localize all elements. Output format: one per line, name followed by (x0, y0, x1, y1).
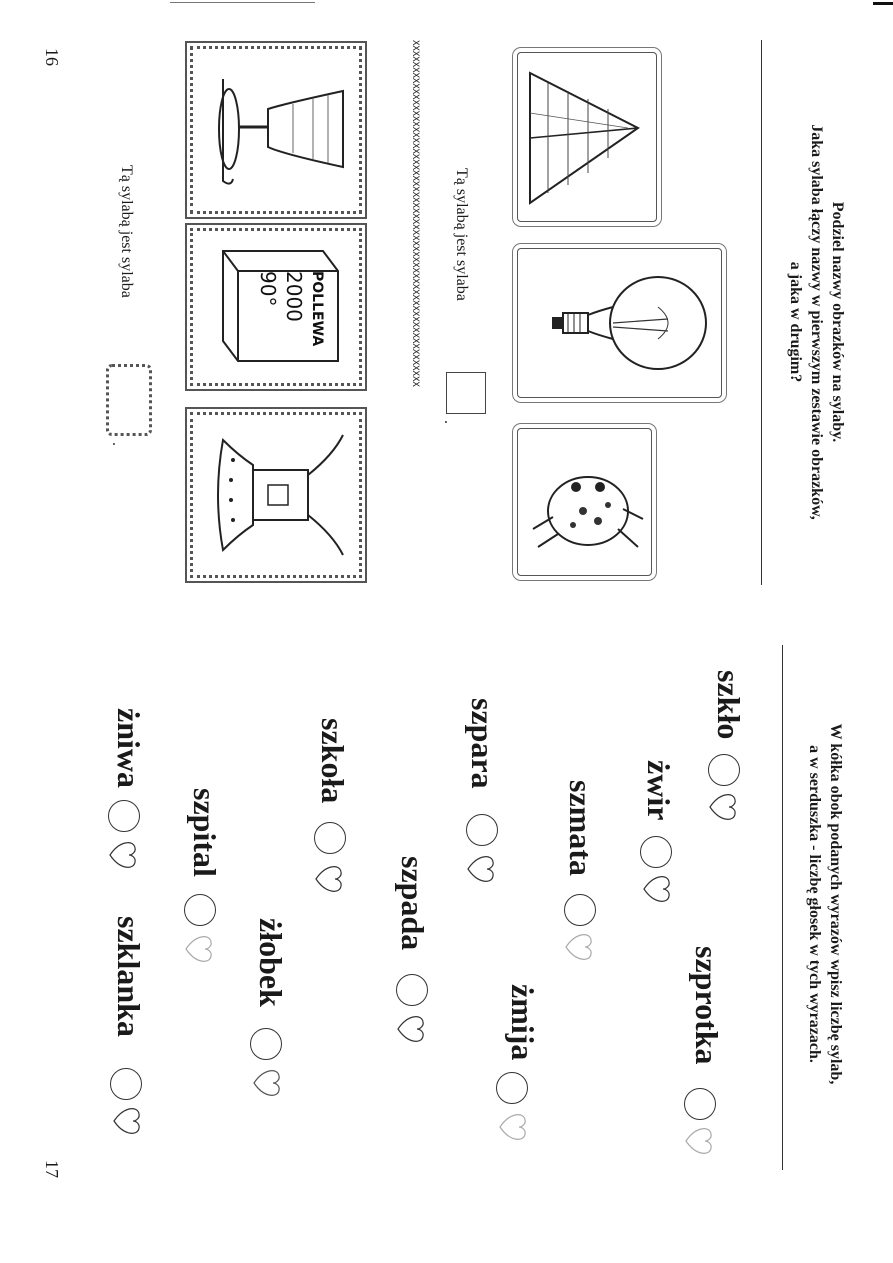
syllable-circle-szklanka[interactable] (110, 1068, 142, 1100)
instruction-line-1: Podziel nazwy obrazków na sylaby. (829, 201, 846, 443)
goblet-icon (193, 49, 359, 211)
set2-caption: Tą sylabą jest sylaba (118, 165, 135, 298)
picture-frame-sail (517, 52, 657, 222)
scan-corner-mark (873, 2, 893, 5)
heart-icon[interactable] (640, 872, 674, 906)
instruction-line-2: a w serduszka - liczbę głosek w tych wyrazach. (806, 745, 823, 1063)
syllable-circle-szpital[interactable] (184, 894, 216, 926)
scan-edge-line (170, 2, 315, 3)
word-szprotka: szprotka (689, 946, 725, 1065)
word-zniwa: żniwa (111, 708, 147, 788)
heart-icon[interactable] (464, 852, 498, 886)
word-szkola: szkoła (315, 718, 351, 804)
regional-dress-icon (193, 415, 359, 575)
word-szpital: szpital (187, 788, 223, 877)
heart-icon[interactable] (110, 1104, 144, 1138)
syllable-circle-zlobek[interactable] (250, 1028, 282, 1060)
carton-label-3: 90° (256, 271, 280, 307)
word-szklanka: szklanka (111, 916, 147, 1037)
carton-label-1: POLLEWA (309, 271, 325, 347)
page-16 (0, 0, 893, 600)
heart-icon[interactable] (562, 930, 596, 964)
word-zwir: żwir (641, 760, 677, 821)
syllable-circle-szprotka[interactable] (684, 1088, 716, 1120)
picture-frame-light-bulb (517, 248, 722, 398)
heart-icon[interactable] (106, 838, 140, 872)
syllable-circle-szpada[interactable] (396, 974, 428, 1006)
picture-frame-milk-carton (190, 228, 362, 386)
word-szpara: szpara (465, 698, 501, 789)
heart-icon[interactable] (496, 1110, 530, 1144)
syllable-circle-szkola[interactable] (314, 822, 346, 854)
syllable-circle-szmata[interactable] (564, 894, 596, 926)
set2-answer-box[interactable] (106, 364, 152, 436)
picture-frame-regional-dress (190, 412, 362, 578)
heart-icon[interactable] (250, 1066, 284, 1100)
set2-caption-period: . (109, 442, 126, 446)
picture-frame-goblet (190, 46, 362, 214)
picture-frame-frog (517, 428, 652, 576)
syllable-circle-zmija[interactable] (496, 1072, 528, 1104)
instruction-line-3: a jaka w drugim? (787, 261, 804, 383)
heart-icon[interactable] (312, 862, 346, 896)
heart-icon[interactable] (182, 932, 216, 966)
word-szmata: szmata (563, 780, 599, 876)
set1-answer-box[interactable] (446, 372, 486, 414)
divider-line (761, 40, 762, 585)
page-number: 17 (42, 1160, 62, 1178)
frog-icon (518, 429, 651, 575)
set1-caption: Tą sylabą jest sylaba (453, 168, 470, 301)
instruction-syllables (804, 684, 846, 1124)
set1-caption-period: . (441, 420, 458, 424)
syllable-circle-szpara[interactable] (466, 814, 498, 846)
divider-line (782, 645, 783, 1170)
milk-carton-icon (193, 231, 359, 383)
sail-icon (518, 53, 656, 221)
word-szklo: szkło (711, 670, 747, 740)
heart-icon[interactable] (394, 1012, 428, 1046)
carton-label-2: 2000 (282, 271, 306, 322)
instruction-title (785, 52, 848, 592)
instruction-line-2: Jaka sylaba łączy nazwy w pierwszym zestawie obrazków, (808, 124, 825, 520)
syllable-circle-zwir[interactable] (640, 836, 672, 868)
word-szpada: szpada (395, 856, 431, 951)
word-zmija: żmija (505, 984, 541, 1061)
page-17 (0, 640, 893, 1263)
instruction-line-1: W kółka obok podanych wyrazów wpisz liczbę sylab, (827, 723, 844, 1085)
separator-row: XXXXXXXXXXXXXXXXXXXXXXXXXXXXXXXXXXXXXXXXXXXXXXXXXXXXXXXXXXXXXXXX (410, 40, 420, 387)
heart-icon[interactable] (706, 790, 740, 824)
syllable-circle-zniwa[interactable] (108, 800, 140, 832)
syllable-circle-szklo[interactable] (708, 754, 740, 786)
page-number: 16 (42, 48, 62, 66)
word-zlobek: żłobek (253, 918, 289, 1007)
light-bulb-icon (518, 249, 721, 397)
heart-icon[interactable] (682, 1124, 716, 1158)
